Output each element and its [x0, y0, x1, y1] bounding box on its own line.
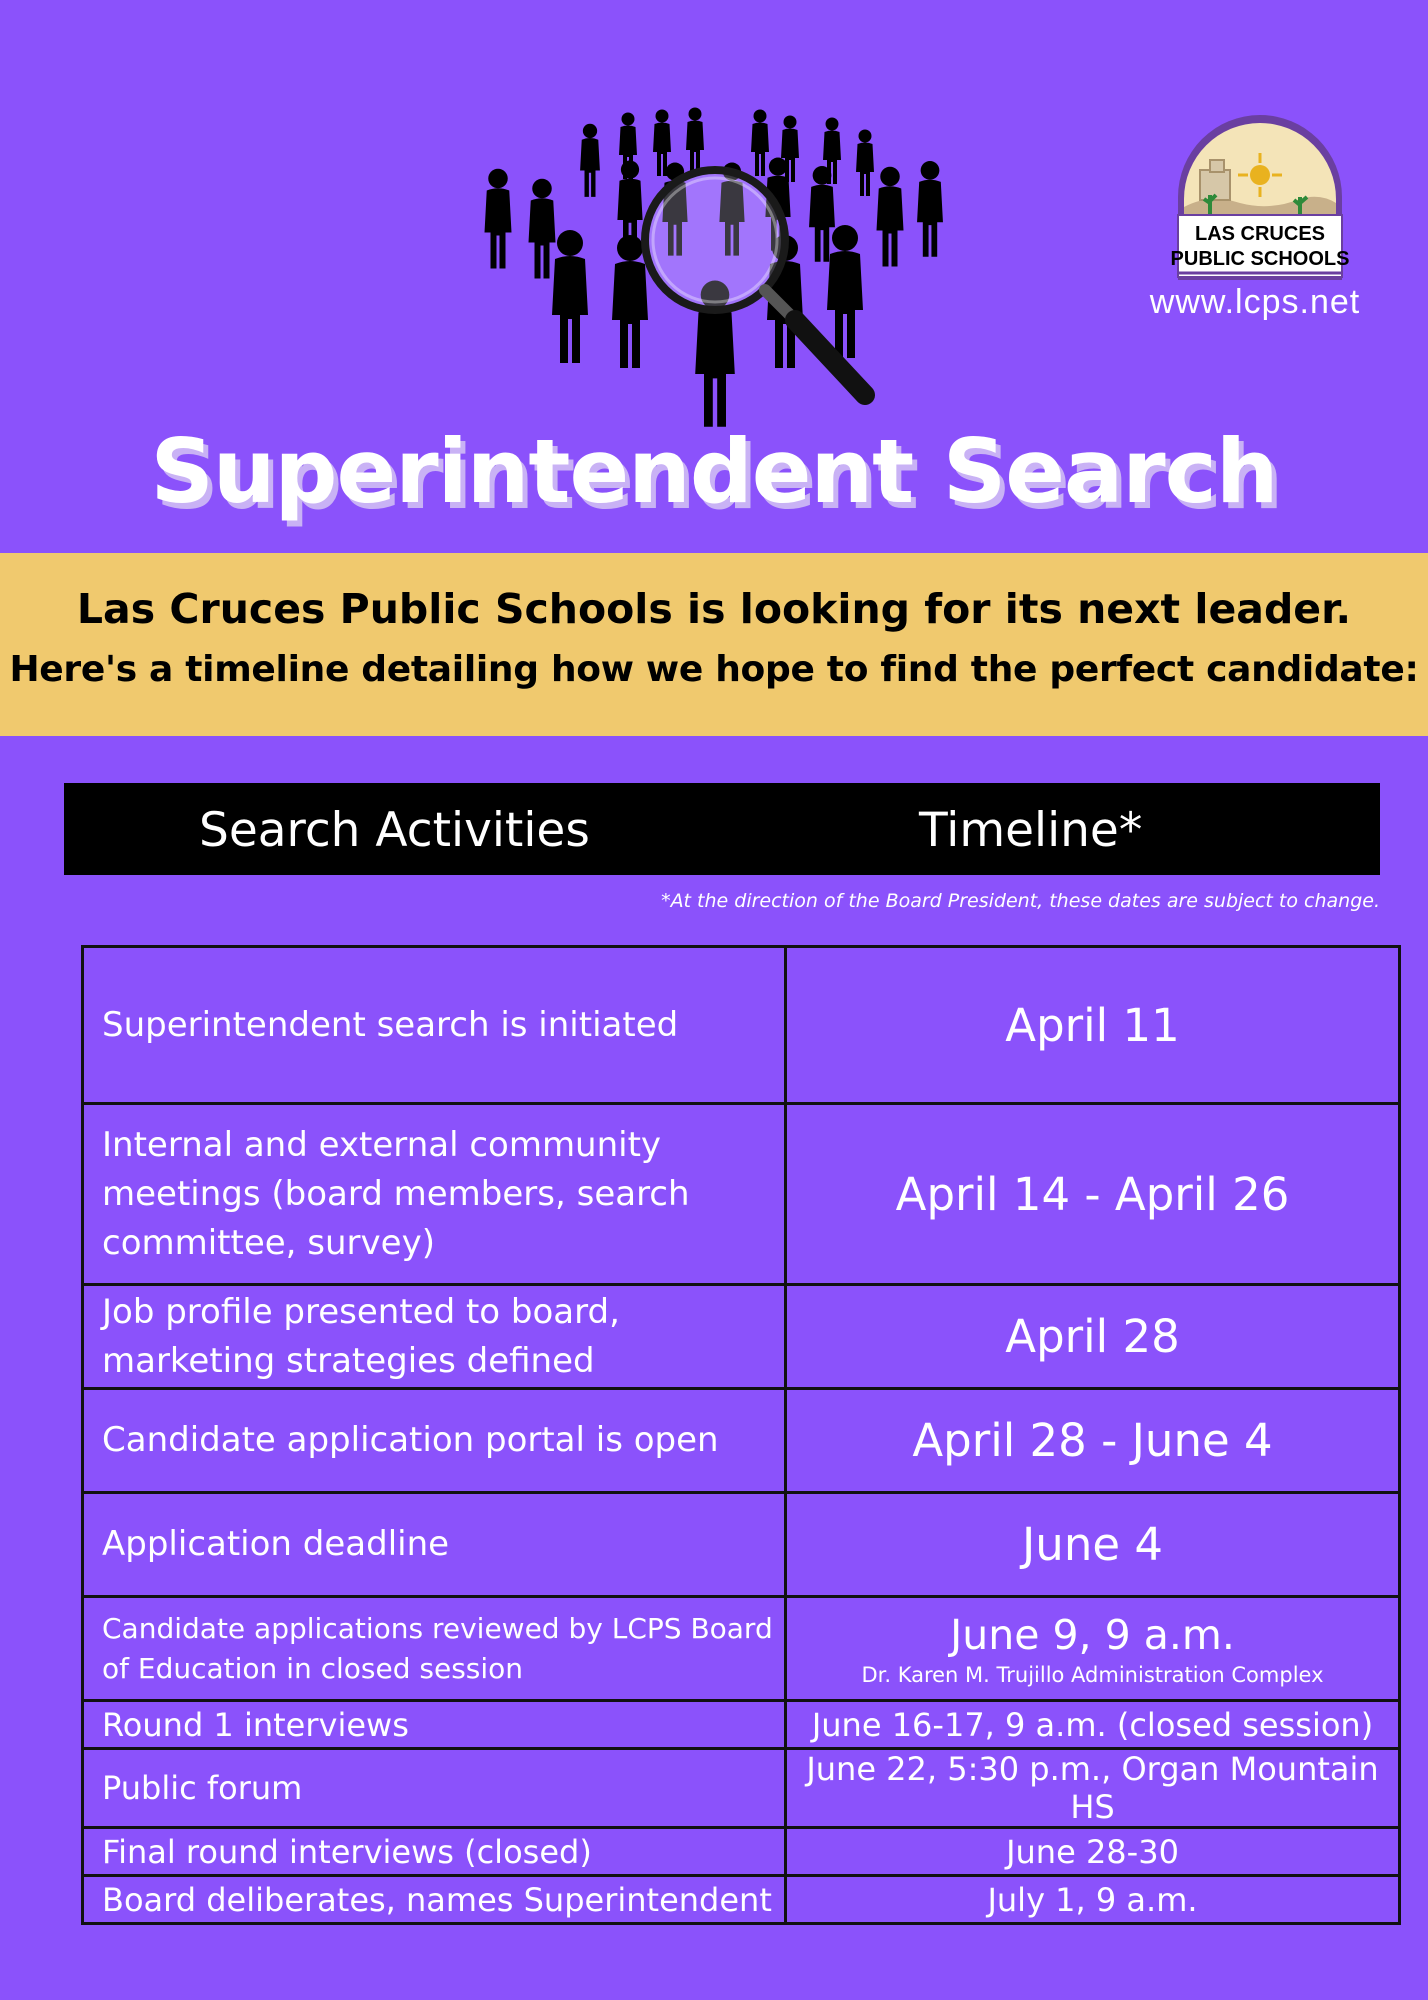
table-row	[83, 1828, 1400, 1876]
activity-cell: Superintendent search is initiated	[83, 947, 786, 1104]
table-row	[83, 947, 1400, 1104]
logo-line2: PUBLIC SCHOOLS	[1170, 248, 1350, 270]
activity-cell: Internal and external community meetings (board members, search committee, survey)	[83, 1104, 786, 1285]
date-value: June 9, 9 a.m.	[950, 1610, 1235, 1659]
page-title: Superintendent Search	[150, 420, 1278, 523]
date-cell: April 14 - April 26	[786, 1104, 1400, 1285]
date-cell: April 28 - June 4	[786, 1389, 1400, 1493]
date-cell: June 16-17, 9 a.m. (closed session)	[786, 1701, 1400, 1749]
header-timeline: Timeline*	[919, 803, 1143, 858]
table-row	[83, 1749, 1400, 1828]
date-cell: June 28-30	[786, 1828, 1400, 1876]
date-cell: June 4	[786, 1493, 1400, 1597]
date-cell: April 11	[786, 947, 1400, 1104]
table-header-bar	[64, 783, 1380, 875]
date-cell: June 22, 5:30 p.m., Organ Mountain HS	[786, 1749, 1400, 1828]
crowd-magnifier-illustration	[470, 95, 990, 435]
table-row	[83, 1285, 1400, 1389]
table-row	[83, 1389, 1400, 1493]
timeline-table	[81, 945, 1401, 1925]
table-row	[83, 1597, 1400, 1701]
banner-subheadline: Here's a timeline detailing how we hope to find the perfect candidate:	[9, 649, 1419, 690]
activity-cell: Job profile presented to board, marketing strategies defined	[83, 1285, 786, 1389]
location-note: Dr. Karen M. Trujillo Administration Complex	[861, 1662, 1324, 1687]
activity-cell: Public forum	[83, 1749, 786, 1828]
website-link[interactable]: www.lcps.net	[1149, 283, 1361, 321]
intro-banner	[0, 553, 1428, 736]
date-cell: July 1, 9 a.m.	[786, 1876, 1400, 1924]
table-row	[83, 1493, 1400, 1597]
header-search-activities: Search Activities	[199, 803, 590, 858]
logo-line1: LAS CRUCES	[1194, 223, 1326, 245]
activity-cell: Candidate applications reviewed by LCPS Board of Education in closed session	[83, 1597, 786, 1701]
date-cell: April 28	[786, 1285, 1400, 1389]
table-row	[83, 1701, 1400, 1749]
footnote: *At the direction of the Board President, these dates are subject to change.	[661, 890, 1380, 912]
banner-headline: Las Cruces Public Schools is looking for its next leader.	[76, 585, 1352, 633]
activity-cell: Application deadline	[83, 1493, 786, 1597]
activity-cell: Board deliberates, names Superintendent	[83, 1876, 786, 1924]
table-row	[83, 1876, 1400, 1924]
activity-cell: Final round interviews (closed)	[83, 1828, 786, 1876]
date-cell	[786, 1597, 1400, 1701]
table-row	[83, 1104, 1400, 1285]
activity-cell: Round 1 interviews	[83, 1701, 786, 1749]
lcps-logo	[1170, 115, 1350, 290]
activity-cell: Candidate application portal is open	[83, 1389, 786, 1493]
